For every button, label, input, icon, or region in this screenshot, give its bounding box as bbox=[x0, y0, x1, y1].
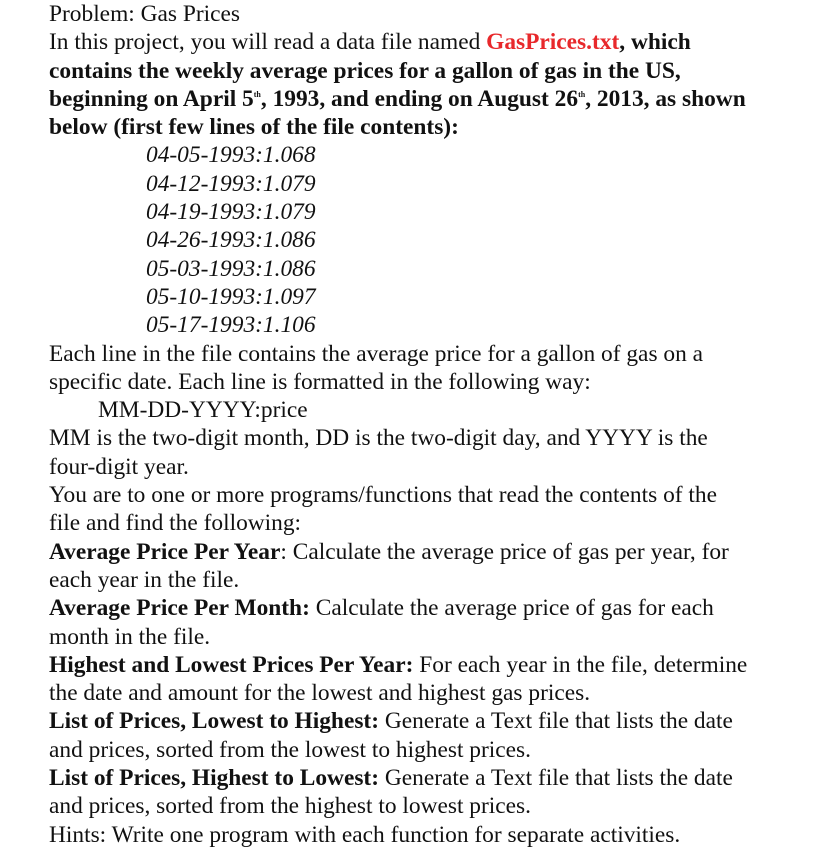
requirement-term: Average Price Per Year bbox=[49, 538, 281, 565]
requirement-text: Generate a Text file that lists the date bbox=[384, 708, 733, 735]
requirement-text-continued: month in the file. bbox=[49, 623, 211, 650]
intro-lead: In this project, you will read a data file named bbox=[49, 29, 487, 56]
intro-line-3 bbox=[49, 85, 819, 113]
format-line-1: Each line in the file contains the average price for a gallon of gas on a bbox=[49, 340, 704, 367]
requirement-item-average-per-month bbox=[49, 594, 819, 651]
requirement-text-continued: each year in the file. bbox=[49, 566, 240, 593]
requirement-term: Highest and Lowest Prices Per Year: bbox=[49, 651, 414, 678]
task-line-2: file and find the following: bbox=[49, 510, 302, 537]
requirement-text: Calculate the average price of gas per year, for bbox=[292, 538, 729, 565]
filename-highlight: GasPrices.txt bbox=[486, 29, 620, 56]
requirement-text-continued: and prices, sorted from the lowest to highest prices. bbox=[49, 736, 531, 763]
intro-line-3-c: , 2013, as shown bbox=[585, 85, 746, 112]
format-line-3: MM is the two-digit month, DD is the two-digit day, and YYYY is the bbox=[49, 425, 708, 452]
document-page bbox=[49, 0, 819, 849]
requirement-item-low-to-high bbox=[49, 707, 819, 764]
sample-file-lines bbox=[49, 141, 819, 339]
ordinal-suffix-2: th bbox=[578, 89, 586, 99]
requirement-term: List of Prices, Lowest to Highest: bbox=[49, 708, 380, 735]
requirement-item-high-to-low bbox=[49, 764, 819, 821]
task-line-1: You are to one or more programs/functions that read the contents of the bbox=[49, 482, 717, 509]
requirement-term: List of Prices, Highest to Lowest: bbox=[49, 765, 380, 792]
intro-line-3-a: beginning on April 5 bbox=[49, 85, 254, 112]
requirement-text-continued: and prices, sorted from the highest to lowest prices. bbox=[49, 793, 531, 820]
sample-line: 04-26-1993:1.086 bbox=[146, 227, 316, 254]
requirement-item-high-low-per-year bbox=[49, 651, 819, 708]
requirement-term: Average Price Per Month: bbox=[49, 595, 310, 622]
format-line-2: specific date. Each line is formatted in the following way: bbox=[49, 368, 591, 395]
requirement-text: For each year in the file, determine bbox=[419, 651, 748, 678]
requirement-text: Generate a Text file that lists the date bbox=[384, 765, 733, 792]
intro-line-1-tail: , which bbox=[619, 29, 691, 56]
intro-line-1 bbox=[49, 28, 819, 56]
sample-line: 04-19-1993:1.079 bbox=[146, 199, 316, 226]
sample-line: 04-12-1993:1.079 bbox=[146, 170, 316, 197]
sample-line: 05-10-1993:1.097 bbox=[146, 283, 316, 310]
sample-line: 05-17-1993:1.106 bbox=[146, 312, 316, 339]
requirement-text-continued: the date and amount for the lowest and highest gas prices. bbox=[49, 680, 591, 707]
requirement-separator: : bbox=[280, 538, 293, 565]
intro-line-4: below (first few lines of the file contents): bbox=[49, 114, 459, 141]
requirement-text: Calculate the average price of gas for each bbox=[315, 595, 714, 622]
ordinal-suffix-1: th bbox=[253, 89, 261, 99]
format-pattern: MM-DD-YYYY:price bbox=[98, 397, 308, 424]
sample-line: 04-05-1993:1.068 bbox=[146, 142, 316, 169]
hint-line: Hints: Write one program with each function for separate activities. bbox=[49, 821, 681, 848]
intro-line-2: contains the weekly average prices for a gallon of gas in the US, bbox=[49, 57, 681, 84]
requirement-item-average-per-year bbox=[49, 538, 819, 595]
intro-line-3-b: , 1993, and ending on August 26 bbox=[260, 85, 579, 112]
problem-title: Problem: Gas Prices bbox=[49, 1, 240, 27]
sample-line: 05-03-1993:1.086 bbox=[146, 255, 316, 282]
format-line-4: four-digit year. bbox=[49, 453, 189, 480]
